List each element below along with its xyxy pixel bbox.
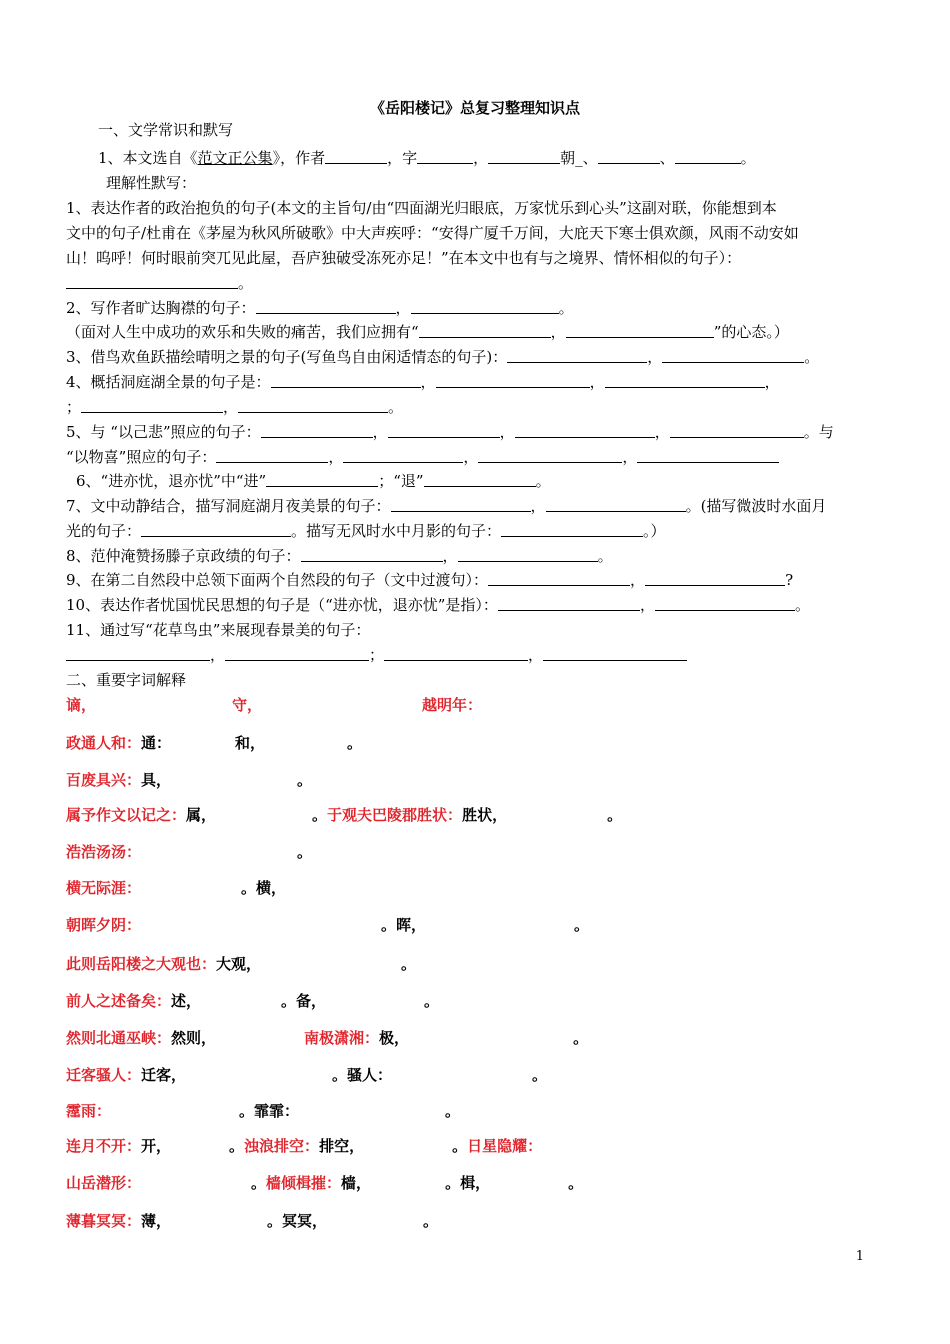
blank[interactable]	[598, 149, 660, 164]
question-text: 1、表达作者的政治抱负的句子(本文的主旨句/由“四面湖光归眼底，万家忧乐到心头”这副对联，你能想到本	[66, 199, 777, 217]
blank[interactable]	[417, 149, 473, 164]
book-title: 范文正公集	[197, 149, 273, 167]
page-number: 1	[855, 1249, 864, 1264]
question-10: 10、表达作者忧国忧民思想的句子是（“进亦忧，退亦忧”是指）： ， 。	[66, 596, 810, 614]
vocab-row: 谪， 守， 越明年：	[66, 696, 483, 714]
vocab-row: 政通人和：通： 和， 。	[66, 734, 363, 752]
blank[interactable]	[388, 423, 500, 438]
question-2: 2、写作者旷达胸襟的句子： ， 。	[66, 299, 574, 317]
blank[interactable]	[458, 547, 598, 562]
vocab-row: 连月不开：开， 。浊浪排空：排空， 。日星隐耀：	[66, 1137, 543, 1155]
blank[interactable]	[655, 596, 795, 611]
question-7b: 光的句子： 。描写无风时水中月影的句子： 。）	[66, 522, 666, 540]
blank[interactable]	[662, 348, 804, 363]
question-4b: ； ， 。	[66, 398, 404, 416]
blank[interactable]	[81, 398, 223, 413]
blank[interactable]	[498, 596, 640, 611]
question-2b: （面对人生中成功的欢乐和失败的痛苦，我们应拥有“ ， ”的心态。）	[66, 323, 789, 341]
vocab-row: 此则岳阳楼之大观也：大观， 。	[66, 955, 417, 973]
blank[interactable]	[546, 497, 686, 512]
question-3: 3、借鸟欢鱼跃描绘晴明之景的句子(写鱼鸟自由闲适情态的句子)： ， 。	[66, 348, 820, 366]
vocab-row: 浩浩汤汤： 。	[66, 843, 313, 861]
vocab-row: 前人之述备矣：述， 。备， 。	[66, 992, 440, 1010]
section-2-heading: 二、重要字词解释	[66, 671, 187, 689]
question-5b: “以物喜”照应的句子： ， ， ，	[66, 445, 886, 469]
blank[interactable]	[411, 299, 559, 314]
blank[interactable]	[488, 571, 630, 586]
question-text: 。	[66, 271, 886, 295]
blank[interactable]	[391, 497, 531, 512]
blank[interactable]	[419, 323, 551, 338]
blank[interactable]	[66, 646, 210, 661]
vocab-row: 然则北通巫峡：然则， 南极潇湘：极， 。	[66, 1029, 589, 1047]
question-text: 山！呜呼！何时眼前突兀见此屋，吾庐独破受冻死亦足！”在本文中也有与之境界、情怀相似的句子）：	[66, 249, 742, 267]
question-6: 6、“进亦忧，退亦忧”中“进” ；“退” 。	[76, 472, 551, 490]
question-4: 4、概括洞庭湖全景的句子是： ， ， ，	[66, 373, 780, 391]
vocab-row: 山岳潜形： 。樯倾楫摧：樯， 。楫， 。	[66, 1174, 584, 1192]
blank[interactable]	[478, 448, 622, 463]
vocab-row: 朝晖夕阴： 。晖， 。	[66, 916, 590, 934]
blank[interactable]	[670, 423, 804, 438]
question-8: 8、范仲淹赞扬滕子京政绩的句子： ， 。	[66, 547, 613, 565]
blank[interactable]	[325, 149, 387, 164]
question-text: 文中的句子/杜甫在《茅屋为秋风所破歌》中大声疾呼：“安得广厦千万间，大庇天下寒士俱欢颜，风雨不动安如	[66, 224, 799, 242]
blank[interactable]	[637, 448, 779, 463]
vocab-row: 属予作文以记之：属， 。于观夫巴陵郡胜状：胜状， 。	[66, 806, 623, 824]
vocab-row: 横无际涯： 。横，	[66, 879, 287, 897]
subheading: 理解性默写：	[106, 174, 197, 192]
question-7: 7、文中动静结合，描写洞庭湖月夜美景的句子： ， 。(描写微波时水面月	[66, 497, 827, 515]
blank[interactable]	[384, 646, 528, 661]
blank[interactable]	[645, 571, 785, 586]
blank[interactable]	[675, 149, 741, 164]
blank[interactable]	[566, 323, 714, 338]
blank[interactable]	[507, 348, 647, 363]
blank[interactable]	[225, 646, 369, 661]
blank[interactable]	[436, 373, 590, 388]
question-5: 5、与 “以己悲”照应的句子： ， ， ， 。与	[66, 423, 834, 441]
blank[interactable]	[605, 373, 765, 388]
blank[interactable]	[343, 448, 463, 463]
blank[interactable]	[543, 646, 687, 661]
vocab-row: 迁客骚人：迁客， 。骚人： 。	[66, 1066, 548, 1084]
question-1: 1、本文选自《范文正公集》，作者 ，字 ， 朝_、 、 。	[98, 149, 756, 167]
blank[interactable]	[141, 522, 291, 537]
blank[interactable]	[271, 373, 421, 388]
question-9: 9、在第二自然段中总领下面两个自然段的句子（文中过渡句）： ， ?	[66, 571, 794, 589]
blank[interactable]	[515, 423, 655, 438]
section-1-heading: 一、文学常识和默写	[98, 121, 234, 139]
blank[interactable]	[256, 299, 396, 314]
question-11b: ， ； ，	[66, 643, 886, 667]
blank[interactable]	[266, 472, 378, 487]
blank[interactable]	[424, 472, 536, 487]
blank[interactable]	[66, 274, 238, 289]
page-title: 《岳阳楼记》总复习整理知识点	[369, 99, 580, 117]
blank[interactable]	[216, 448, 328, 463]
blank[interactable]	[488, 149, 560, 164]
blank[interactable]	[238, 398, 388, 413]
blank[interactable]	[501, 522, 643, 537]
question-11: 11、通过写“花草鸟虫”来展现春景美的句子：	[66, 621, 371, 639]
vocab-row: 百废具兴：具， 。	[66, 771, 313, 789]
vocab-row: 霪雨： 。霏霏： 。	[66, 1102, 461, 1120]
vocab-row: 薄暮冥冥：薄， 。冥冥， 。	[66, 1212, 439, 1230]
blank[interactable]	[261, 423, 373, 438]
blank[interactable]	[301, 547, 443, 562]
